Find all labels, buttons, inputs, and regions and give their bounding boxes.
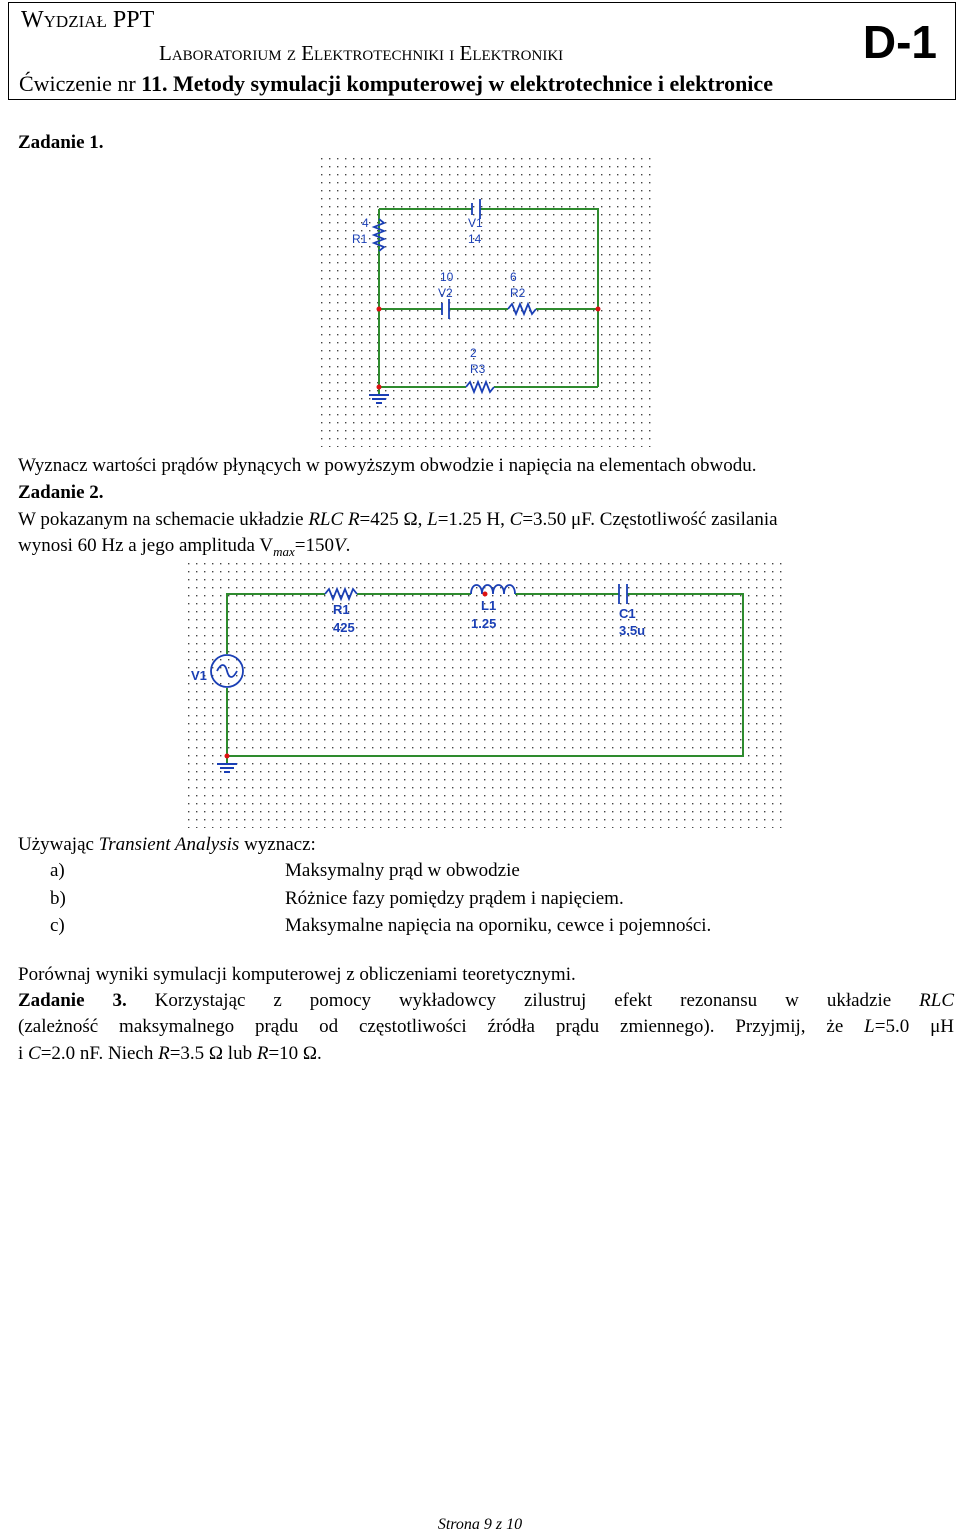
r1-value: 425 (333, 620, 355, 635)
l1-value: 1.25 (471, 616, 497, 631)
task2-line2: wynosi 60 Hz a jego amplituda $V_{max}=150V$. (18, 535, 351, 559)
task3-line2: (zależność maksymalnego prądu od częstotliwości źródła prądu zmiennego). Przyjmij, że L=5.0 μH (18, 1016, 954, 1037)
c1-value: 3.5u (619, 623, 646, 638)
v1-value: 14 (468, 232, 482, 246)
l1-name: L1 (481, 598, 497, 613)
analysis-item-b-label: b) (50, 888, 66, 909)
document-code: D-1 (862, 16, 937, 68)
analysis-compare: Porównaj wyniki symulacji komputerowej z obliczeniami teoretycznymi. (18, 964, 576, 985)
r1-name: R1 (333, 602, 350, 617)
analysis-item-a-label: a) (50, 860, 65, 881)
r2-value: 6 (510, 270, 517, 284)
r3-value: 2 (470, 346, 477, 360)
task1-heading: Zadanie 1. (18, 132, 104, 153)
analysis-item-a-text: Maksymalny prąd w obwodzie (285, 860, 520, 881)
r1-value: 4 (362, 216, 369, 230)
r2-name: R2 (510, 286, 526, 300)
circuit1-schematic (318, 155, 654, 447)
task2-line1: W pokazanym na schemacie układzie RLC R=425 Ω, L=1.25 H, C=3.50 μF. Częstotliwość zasilania (18, 509, 778, 530)
v2-value: 10 (440, 270, 454, 284)
page-header (8, 2, 956, 100)
lab-title: Laboratorium z Elektrotechniki i Elektroniki (159, 41, 564, 65)
analysis-item-c-label: c) (50, 915, 65, 936)
task3-line3: i C=2.0 nF. Niech R=3.5 Ω lub R=10 Ω. (18, 1043, 322, 1064)
grid-background (318, 155, 654, 447)
analysis-item-c-text: Maksymalne napięcia na oporniku, cewce i pojemności. (285, 915, 712, 936)
v1-name: V1 (191, 668, 207, 683)
page-number: Strona 9 z 10 (437, 1516, 523, 1533)
analysis-item-b-text: Różnice fazy pomiędzy prądem i napięciem. (285, 888, 624, 909)
exercise-title: Ćwiczenie nr 11. Metody symulacji komputerowej w elektrotechnice i elektronice (19, 71, 773, 96)
task2-heading: Zadanie 2. (18, 482, 104, 503)
c1-name: C1 (619, 606, 636, 621)
circuit2-schematic (185, 560, 785, 828)
task3-line1: Zadanie 3. Korzystając z pomocy wykładowcy zilustruj efekt rezonansu w układzie RLC (18, 990, 955, 1011)
r3-name: R3 (470, 362, 486, 376)
faculty-name: Wydział PPT (21, 7, 155, 33)
v2-name: V2 (438, 286, 453, 300)
r1-name: R1 (352, 232, 368, 246)
task1-text: Wyznacz wartości prądów płynących w powyższym obwodzie i napięcia na elementach obwodu. (18, 455, 757, 476)
analysis-intro: Używając Transient Analysis wyznacz: (18, 834, 316, 855)
v1-name: V1 (468, 216, 483, 230)
